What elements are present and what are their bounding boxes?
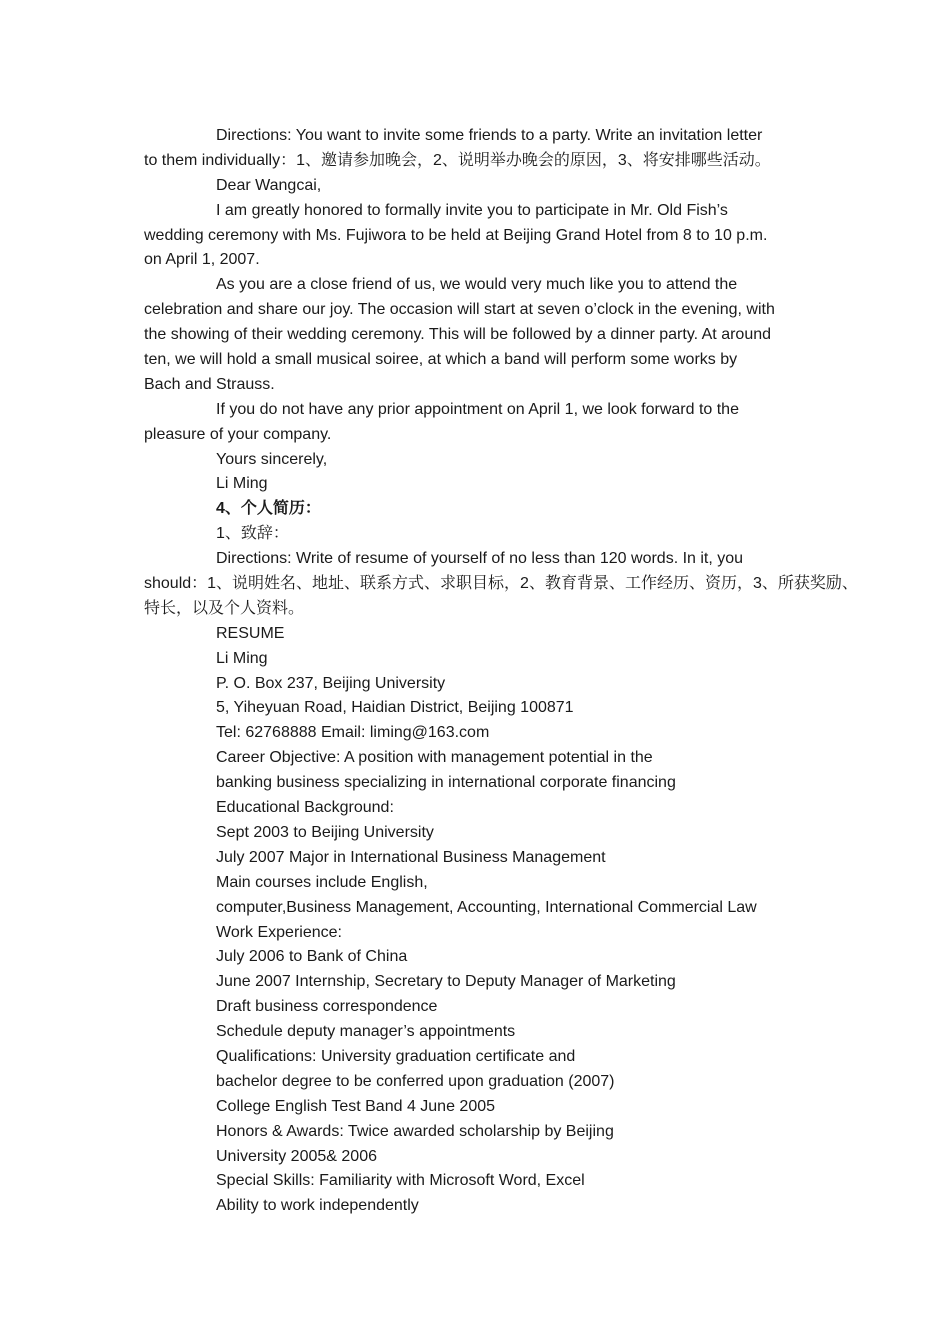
resume-qualifications-line: Qualifications: University graduation certificate and [216, 1047, 576, 1065]
section-subheading: 1、致辞： [216, 525, 289, 543]
resume-qualifications-line: bachelor degree to be conferred upon graduation (2007) [216, 1072, 615, 1090]
letter-paragraph-line: on April 1, 2007. [144, 251, 260, 269]
document-body [144, 124, 858, 1219]
resume-directions-line: 特长，以及个人资料。 [144, 599, 305, 617]
resume-address-line: P. O. Box 237, Beijing University [216, 674, 446, 692]
resume-name: Li Ming [216, 649, 268, 667]
letter-paragraph-line: wedding ceremony with Ms. Fujiwora to be held at Beijing Grand Hotel from 8 to 10 p.m. [144, 226, 768, 244]
letter-paragraph-line: the showing of their wedding ceremony. This will be followed by a dinner party. At around [144, 326, 772, 344]
resume-honors-line: University 2005& 2006 [216, 1147, 377, 1165]
resume-education-line: Main courses include English, [216, 873, 428, 891]
letter-paragraph-line: As you are a close friend of us, we would very much like you to attend the [216, 276, 738, 294]
resume-directions-line: Directions: Write of resume of yourself of no less than 120 words. In it, you [216, 550, 744, 568]
letter-paragraph-line: celebration and share our joy. The occasion will start at seven o’clock in the evening, with [144, 301, 775, 319]
resume-work-line: Draft business correspondence [216, 998, 438, 1016]
resume-education-heading: Educational Background: [216, 799, 394, 817]
resume-education-line: July 2007 Major in International Business Management [216, 848, 606, 866]
letter-paragraph-line: If you do not have any prior appointment on April 1, we look forward to the [216, 400, 739, 418]
letter-paragraph-line: I am greatly honored to formally invite you to participate in Mr. Old Fish’s [216, 201, 728, 219]
letter-directions-line: to them individually：1、邀请参加晚会，2、说明举办晚会的原因，3、将安排哪些活动。 [144, 151, 771, 169]
letter-signature: Li Ming [216, 475, 268, 493]
resume-work-heading: Work Experience: [216, 923, 342, 941]
resume-skills-line: Ability to work independently [216, 1197, 419, 1215]
letter-directions-line: Directions: You want to invite some friends to a party. Write an invitation letter [216, 127, 763, 144]
letter-closing: Yours sincerely, [216, 450, 328, 468]
resume-work-line: July 2006 to Bank of China [216, 948, 408, 966]
resume-title: RESUME [216, 624, 285, 642]
resume-honors-line: Honors & Awards: Twice awarded scholarship by Beijing [216, 1122, 614, 1140]
resume-skills-line: Special Skills: Familiarity with Microsoft Word, Excel [216, 1172, 585, 1190]
resume-qualifications-line: College English Test Band 4 June 2005 [216, 1097, 496, 1115]
resume-objective-line: banking business specializing in international corporate financing [216, 774, 676, 792]
letter-paragraph-line: ten, we will hold a small musical soiree, at which a band will perform some works by [144, 351, 738, 369]
resume-education-line: computer,Business Management, Accounting, International Commercial Law [216, 898, 757, 916]
resume-contact: Tel: 62768888 Email: liming@163.com [216, 724, 490, 742]
section-heading: 4、个人简历： [216, 500, 321, 518]
letter-paragraph-line: pleasure of your company. [144, 425, 332, 443]
resume-objective-line: Career Objective: A position with management potential in the [216, 749, 653, 767]
resume-address-line: 5, Yiheyuan Road, Haidian District, Beijing 100871 [216, 699, 574, 717]
resume-work-line: June 2007 Internship, Secretary to Deputy Manager of Marketing [216, 973, 676, 991]
resume-directions-line: should：1、说明姓名、地址、联系方式、求职目标，2、教育背景、工作经历、资历，3、所获奖励、 [144, 575, 858, 593]
resume-work-line: Schedule deputy manager’s appointments [216, 1023, 516, 1041]
letter-paragraph-line: Bach and Strauss. [144, 375, 275, 393]
letter-salutation: Dear Wangcai, [216, 176, 322, 194]
resume-education-line: Sept 2003 to Beijing University [216, 823, 434, 841]
